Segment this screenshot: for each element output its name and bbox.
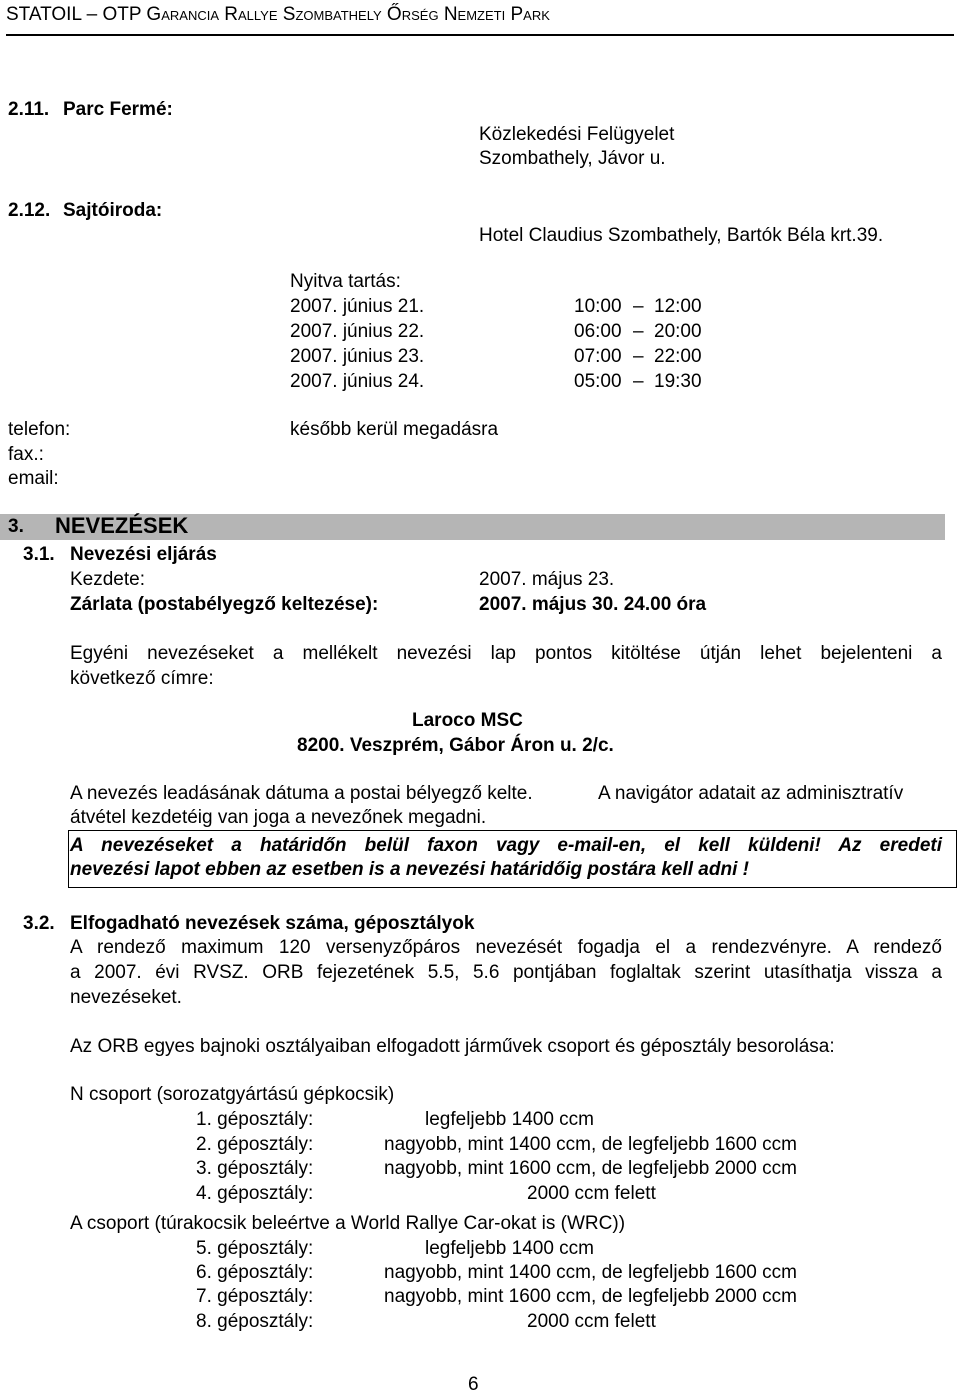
opening-from: 05:00 xyxy=(574,371,622,392)
parc-ferme-address-line1: Közlekedési Felügyelet xyxy=(479,124,675,145)
postmark-note-a: A nevezés leadásának dátuma a postai bélyegző kelte. xyxy=(70,783,533,804)
class-label: 6. géposztály: xyxy=(196,1262,314,1283)
class-description: nagyobb, mint 1400 ccm, de legfeljebb 1600 ccm xyxy=(384,1262,797,1283)
entry-address-name: Laroco MSC xyxy=(412,710,523,731)
max-entries-line1: A rendező maximum 120 versenyzőpáros nevezését fogadja el a rendezvényre. A rendező xyxy=(70,937,942,958)
class-label: 2. géposztály: xyxy=(196,1134,314,1155)
class-label: 8. géposztály: xyxy=(196,1311,314,1332)
class-label: 1. géposztály: xyxy=(196,1109,314,1130)
opening-dash: – xyxy=(633,296,644,317)
opening-date: 2007. június 23. xyxy=(290,346,425,367)
entry-address-street: 8200. Veszprém, Gábor Áron u. 2/c. xyxy=(297,735,614,756)
entry-instructions-line2: következő címre: xyxy=(70,668,214,689)
parc-ferme-address-line2: Szombathely, Jávor u. xyxy=(479,148,666,169)
entry-instructions-line1: Egyéni nevezéseket a mellékelt nevezési lap pontos kitöltése útján lehet bejelenteni a xyxy=(70,643,942,664)
entry-close-value: 2007. május 30. 24.00 óra xyxy=(479,594,707,615)
opening-to: 20:00 xyxy=(654,321,702,342)
opening-from: 06:00 xyxy=(574,321,622,342)
entry-start-label: Kezdete: xyxy=(70,569,145,590)
header-rule xyxy=(6,34,954,36)
opening-dash: – xyxy=(633,371,644,392)
fax-label: fax.: xyxy=(8,444,44,465)
opening-from: 10:00 xyxy=(574,296,622,317)
section-3-title: NEVEZÉSEK xyxy=(55,513,189,538)
group-a-heading: A csoport (túrakocsik beleértve a World Rallye Car-okat is (WRC)) xyxy=(70,1213,626,1234)
opening-date: 2007. június 24. xyxy=(290,371,425,392)
opening-dash: – xyxy=(633,321,644,342)
telefon-label: telefon: xyxy=(8,419,71,440)
opening-to: 22:00 xyxy=(654,346,702,367)
document-header: STATOIL – OTP Garancia Rallye Szombathely Őrség Nemzeti Park xyxy=(6,4,550,25)
class-description: nagyobb, mint 1600 ccm, de legfeljebb 2000 ccm xyxy=(384,1286,797,1307)
opening-to: 12:00 xyxy=(654,296,702,317)
class-label: 3. géposztály: xyxy=(196,1158,314,1179)
classification-intro: Az ORB egyes bajnoki osztályaiban elfogadott járművek csoport és géposztály besorolása: xyxy=(70,1036,835,1057)
opening-date: 2007. június 21. xyxy=(290,296,425,317)
section-number-2-12: 2.12. xyxy=(8,200,51,221)
class-label: 4. géposztály: xyxy=(196,1183,314,1204)
max-entries-line2: a 2007. évi RVSZ. ORB fejezetének 5.5, 5.6 pontjában foglaltak szerint utasíthatja vissza a xyxy=(70,962,942,983)
max-entries-line3: nevezéseket. xyxy=(70,987,182,1008)
press-office-label: Sajtóiroda: xyxy=(63,200,163,221)
notice-line2: nevezési lapot ebben az esetben is a nevezési határidőig postára kell adni ! xyxy=(70,859,749,880)
contact-value: később kerül megadásra xyxy=(290,419,499,440)
section-3-number: 3. xyxy=(8,516,24,537)
class-description: legfeljebb 1400 ccm xyxy=(425,1238,594,1259)
opening-from: 07:00 xyxy=(574,346,622,367)
entry-start-value: 2007. május 23. xyxy=(479,569,615,590)
opening-date: 2007. június 22. xyxy=(290,321,425,342)
class-description: 2000 ccm felett xyxy=(527,1183,656,1204)
opening-hours-heading: Nyitva tartás: xyxy=(290,271,401,292)
entry-close-label: Zárlata (postabélyegző keltezése): xyxy=(70,594,379,615)
section-number-2-11: 2.11. xyxy=(8,99,50,120)
subsection-3-2-number: 3.2. xyxy=(23,913,55,934)
opening-dash: – xyxy=(633,346,644,367)
class-description: nagyobb, mint 1600 ccm, de legfeljebb 2000 ccm xyxy=(384,1158,797,1179)
press-office-address: Hotel Claudius Szombathely, Bartók Béla krt.39. xyxy=(479,225,884,246)
group-n-heading: N csoport (sorozatgyártású gépkocsik) xyxy=(70,1084,395,1105)
email-label: email: xyxy=(8,468,59,489)
navigator-note-line2: átvétel kezdetéig van joga a nevezőnek megadni. xyxy=(70,807,487,828)
class-label: 7. géposztály: xyxy=(196,1286,314,1307)
subsection-3-1-title: Nevezési eljárás xyxy=(70,544,217,565)
parc-ferme-label: Parc Fermé: xyxy=(63,99,173,120)
opening-to: 19:30 xyxy=(654,371,702,392)
class-label: 5. géposztály: xyxy=(196,1238,314,1259)
notice-line1: A nevezéseket a határidőn belül faxon vagy e-mail-en, el kell küldeni! Az eredeti xyxy=(70,835,942,856)
subsection-3-2-title: Elfogadható nevezések száma, géposztályok xyxy=(70,913,475,934)
subsection-3-1-number: 3.1. xyxy=(23,544,55,565)
page-number: 6 xyxy=(468,1374,479,1395)
class-description: 2000 ccm felett xyxy=(527,1311,656,1332)
class-description: legfeljebb 1400 ccm xyxy=(425,1109,594,1130)
navigator-note-b: A navigátor adatait az adminisztratív xyxy=(598,783,904,804)
class-description: nagyobb, mint 1400 ccm, de legfeljebb 1600 ccm xyxy=(384,1134,797,1155)
